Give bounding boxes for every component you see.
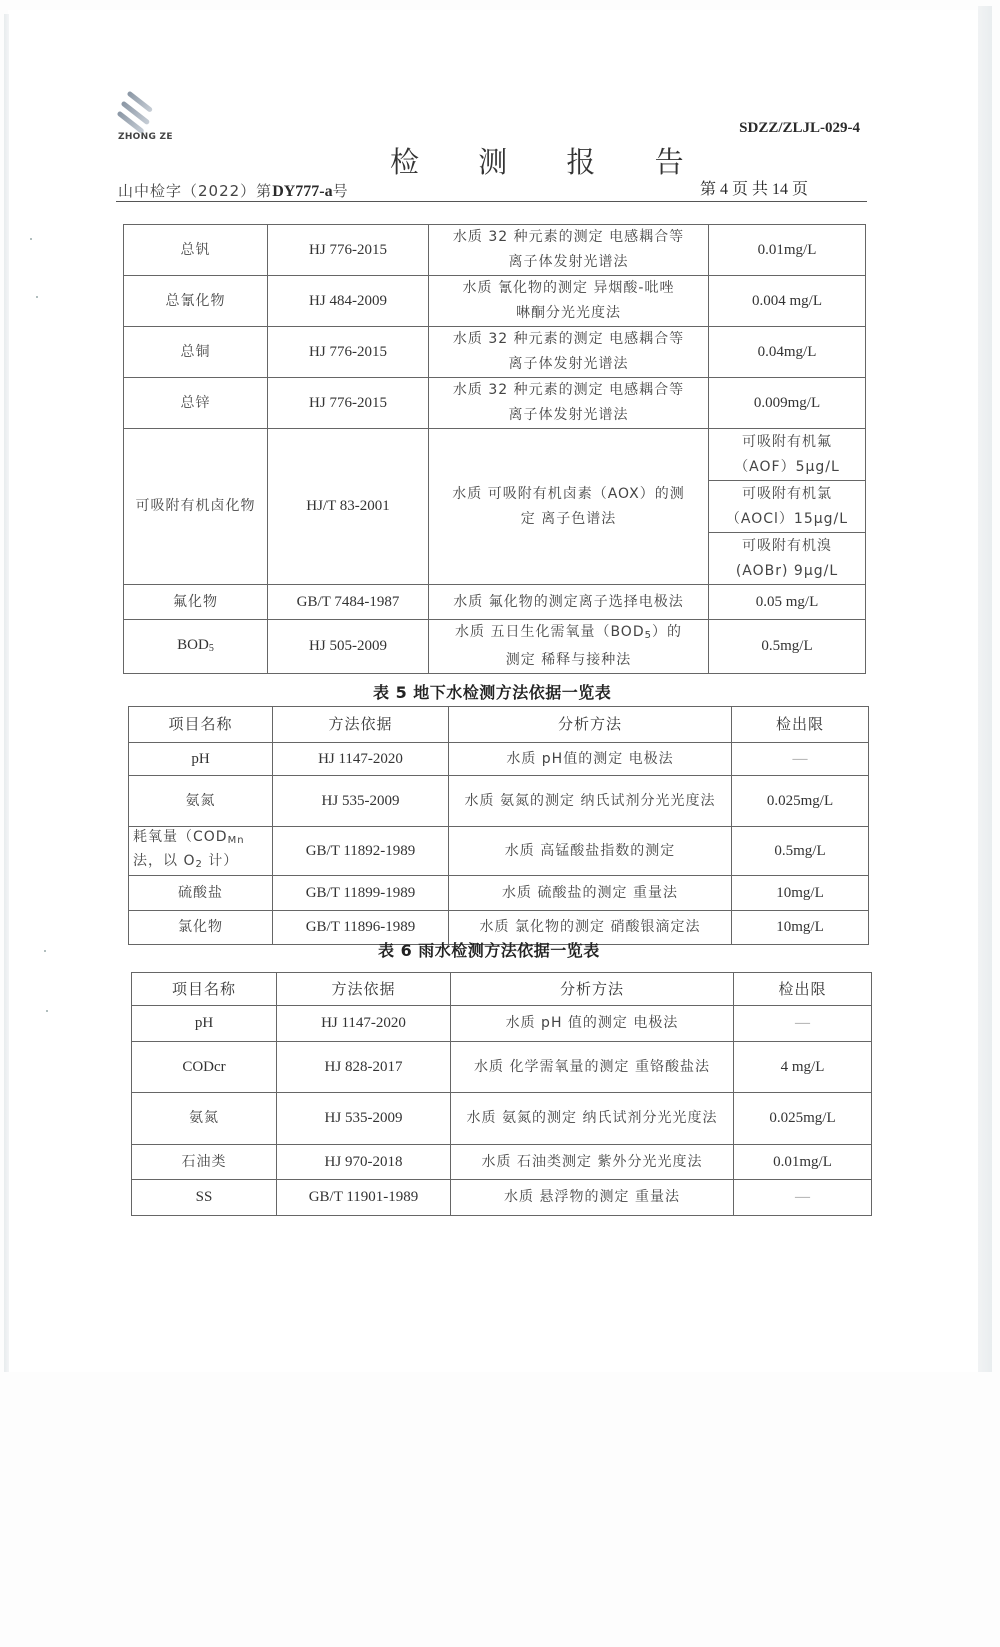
table-row: SS GB/T 11901-1989 水质 悬浮物的测定 重量法 — (132, 1180, 872, 1216)
table-header-row: 项目名称 方法依据 分析方法 检出限 (129, 707, 869, 743)
document-code: SDZZ/ZLJL-029-4 (739, 120, 860, 136)
table-row: pH HJ 1147-2020 水质 pH值的测定 电极法 — (129, 743, 869, 776)
scan-speck (44, 950, 46, 952)
table-row: 氯化物 GB/T 11896-1989 水质 氯化物的测定 硝酸银滴定法 10mg/L (129, 911, 869, 945)
table-row: 耗氧量（$COD_{Mn}$ 法，以 $O_2$ 计） GB/T 11892-1989 水质 高锰酸盐指数的测定 0.5mg/L (129, 827, 869, 876)
table5-caption: 表 5 地下水检测方法依据一览表 (373, 683, 612, 702)
table6-caption: 表 6 雨水检测方法依据一览表 (378, 941, 600, 960)
table-row: 总锌 HJ 776-2015 水质 32 种元素的测定 电感耦合等 离子体发射光谱法 0.009mg/L (124, 378, 866, 429)
table-row: 氟化物 GB/T 7484-1987 水质 氟化物的测定离子选择电极法 0.05 mg/L (124, 585, 866, 620)
methods-table-continued (123, 224, 866, 674)
scan-edge-left (4, 14, 9, 1372)
table-row: 氨氮 HJ 535-2009 水质 氨氮的测定 纳氏试剂分光光度法 0.025mg/L (129, 776, 869, 827)
scan-speck (46, 1010, 48, 1012)
table-row: 氨氮 HJ 535-2009 水质 氨氮的测定 纳氏试剂分光光度法 0.025mg/L (132, 1093, 872, 1145)
scan-edge-right (978, 6, 992, 1372)
table-row: $BOD_5$ HJ 505-2009 水质 五日生化需氧量$(BOD_5)$的 测定 稀释与接种法 0.5mg/L (124, 620, 866, 674)
logo-text: ZHONG ZE (118, 132, 173, 142)
table-header-row: 项目名称 方法依据 分析方法 检出限 (132, 973, 872, 1006)
table-row: 总铜 HJ 776-2015 水质 32 种元素的测定 电感耦合等 离子体发射光谱法 0.04mg/L (124, 327, 866, 378)
header-divider (116, 201, 867, 202)
page-number: 第 4 页 共 14 页 (700, 181, 809, 198)
report-number: 山中检字（2022）第DY777-a号 (118, 182, 349, 200)
table-row: 总氰化物 HJ 484-2009 水质 氰化物的测定 异烟酸-吡唑 啉酮分光光度法 0.004 mg/L (124, 276, 866, 327)
groundwater-methods-table (128, 706, 869, 945)
table-row: 可吸附有机卤化物 HJ/T 83-2001 水质 可吸附有机卤素（AOX）的测 定 离子色谱法 可吸附有机氟（AOF）5μg/L (124, 429, 866, 481)
table-row: CODcr HJ 828-2017 水质 化学需氧量的测定 重铬酸盐法 4 mg/L (132, 1042, 872, 1093)
scan-speck (30, 238, 32, 240)
table-row: 硫酸盐 GB/T 11899-1989 水质 硫酸盐的测定 重量法 10mg/L (129, 876, 869, 911)
scan-speck (36, 296, 38, 298)
table-row: 总钒 HJ 776-2015 水质 32 种元素的测定 电感耦合等 离子体发射光谱法 0.01mg/L (124, 225, 866, 276)
table-row: 可吸附有机氯（AOCl）15μg/L (124, 481, 866, 533)
document-title: 检 测 报 告 (390, 145, 709, 179)
table-row: 石油类 HJ 970-2018 水质 石油类测定 紫外分光光度法 0.01mg/L (132, 1145, 872, 1180)
table-row: 可吸附有机溴(AOBr) 9μg/L (124, 533, 866, 585)
rainwater-methods-table (131, 972, 872, 1216)
table-row: pH HJ 1147-2020 水质 pH 值的测定 电极法 — (132, 1006, 872, 1042)
